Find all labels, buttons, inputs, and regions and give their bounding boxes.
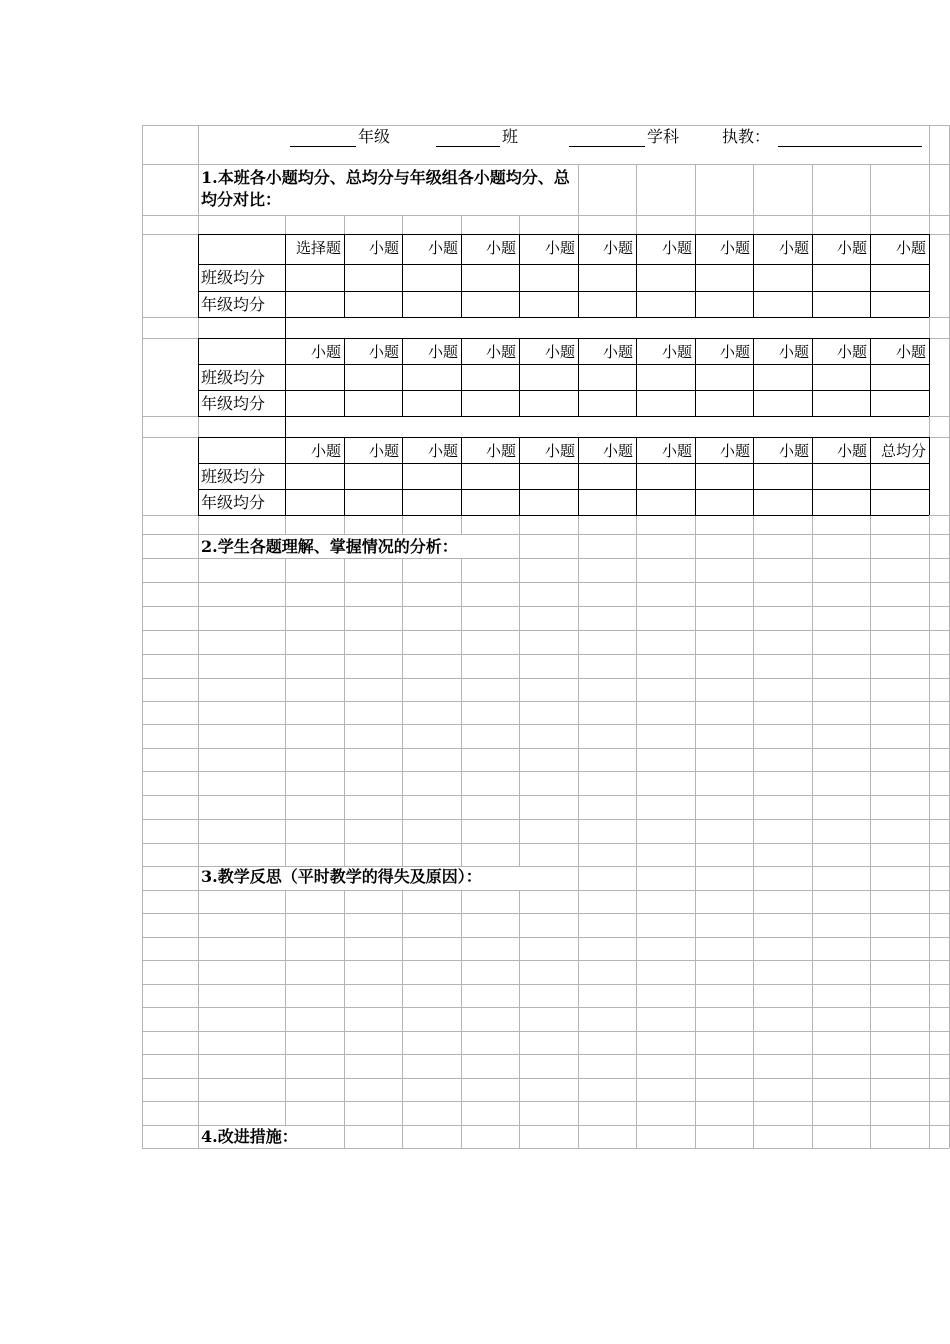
- score-input-cell[interactable]: [461, 364, 519, 390]
- score-input-cell[interactable]: [870, 463, 929, 489]
- score-input-cell[interactable]: [812, 264, 870, 291]
- class-average-label: 班级均分: [201, 467, 266, 486]
- score-input-cell[interactable]: [519, 463, 578, 489]
- score-input-cell[interactable]: [753, 390, 812, 416]
- table-header-cell: 小题: [661, 442, 692, 460]
- score-input-cell[interactable]: [344, 264, 402, 291]
- score-input-cell[interactable]: [812, 489, 870, 515]
- table-header-cell: 小题: [310, 442, 341, 460]
- table-gap-row: [199, 318, 929, 338]
- score-input-cell[interactable]: [695, 489, 753, 515]
- score-input-cell[interactable]: [519, 291, 578, 317]
- score-input-cell[interactable]: [870, 264, 929, 291]
- score-input-cell[interactable]: [285, 291, 344, 317]
- score-input-cell[interactable]: [402, 291, 461, 317]
- score-input-cell[interactable]: [636, 390, 695, 416]
- score-input-cell[interactable]: [344, 364, 402, 390]
- table-header-cell: 选择题: [295, 239, 341, 257]
- class-label: 班: [502, 127, 519, 146]
- score-input-cell[interactable]: [870, 291, 929, 317]
- score-input-cell[interactable]: [461, 489, 519, 515]
- score-input-cell[interactable]: [636, 463, 695, 489]
- score-input-cell[interactable]: [753, 489, 812, 515]
- table-header-cell: 小题: [485, 343, 516, 361]
- score-input-cell[interactable]: [285, 364, 344, 390]
- score-input-cell[interactable]: [578, 364, 636, 390]
- table-header-cell: 小题: [310, 343, 341, 361]
- table-header-cell: 小题: [836, 442, 867, 460]
- table-header-cell: 总均分: [880, 442, 926, 460]
- class-average-label: 班级均分: [201, 368, 266, 387]
- score-input-cell[interactable]: [636, 264, 695, 291]
- score-input-cell[interactable]: [461, 463, 519, 489]
- table-header-cell: 小题: [661, 239, 692, 257]
- table-header-cell: 小题: [719, 343, 750, 361]
- table-header-cell: 小题: [778, 442, 809, 460]
- table-gap-row: [199, 417, 929, 437]
- table-header-cell: 小题: [544, 442, 575, 460]
- section-1-title: 1.本班各小题均分、总均分与年级组各小题均分、总均分对比：: [201, 168, 570, 209]
- score-input-cell[interactable]: [461, 390, 519, 416]
- table-header-cell: 小题: [836, 239, 867, 257]
- table-header-cell: 小题: [719, 239, 750, 257]
- score-input-cell[interactable]: [461, 264, 519, 291]
- score-input-cell[interactable]: [519, 489, 578, 515]
- score-input-cell[interactable]: [695, 264, 753, 291]
- table-header-cell: 小题: [602, 239, 633, 257]
- subject-blank[interactable]: [569, 146, 645, 147]
- teacher-blank[interactable]: [778, 146, 922, 147]
- table-header-cell: 小题: [368, 343, 399, 361]
- grade-blank[interactable]: [290, 146, 356, 147]
- table-header-cell: 小题: [778, 239, 809, 257]
- score-input-cell[interactable]: [578, 390, 636, 416]
- score-input-cell[interactable]: [285, 390, 344, 416]
- score-input-cell[interactable]: [519, 390, 578, 416]
- score-input-cell[interactable]: [402, 463, 461, 489]
- table-header-cell: 小题: [368, 239, 399, 257]
- score-input-cell[interactable]: [344, 291, 402, 317]
- table-header-cell: 小题: [427, 239, 458, 257]
- score-input-cell[interactable]: [753, 364, 812, 390]
- class-average-label: 班级均分: [201, 268, 266, 287]
- score-input-cell[interactable]: [812, 291, 870, 317]
- table-header-cell: 小题: [544, 343, 575, 361]
- table-header-cell: 小题: [544, 239, 575, 257]
- score-input-cell[interactable]: [753, 463, 812, 489]
- score-input-cell[interactable]: [285, 489, 344, 515]
- score-input-cell[interactable]: [402, 364, 461, 390]
- score-input-cell[interactable]: [695, 291, 753, 317]
- score-input-cell[interactable]: [578, 291, 636, 317]
- grade-label: 年级: [358, 127, 391, 146]
- table-header-cell: 小题: [895, 343, 926, 361]
- score-input-cell[interactable]: [344, 489, 402, 515]
- score-input-cell[interactable]: [870, 390, 929, 416]
- score-input-cell[interactable]: [402, 489, 461, 515]
- score-input-cell[interactable]: [812, 364, 870, 390]
- table-header-cell: 小题: [427, 442, 458, 460]
- section-3-title: 3.教学反思（平时教学的得失及原因）：: [201, 867, 482, 886]
- score-input-cell[interactable]: [870, 364, 929, 390]
- score-input-cell[interactable]: [461, 291, 519, 317]
- score-input-cell[interactable]: [812, 463, 870, 489]
- section-2-title: 2.学生各题理解、掌握情况的分析：: [201, 537, 458, 556]
- grade-average-label: 年级均分: [201, 295, 266, 314]
- table-header-cell: 小题: [485, 239, 516, 257]
- table-header-cell: 小题: [602, 343, 633, 361]
- table-header-cell: 小题: [778, 343, 809, 361]
- score-input-cell[interactable]: [636, 291, 695, 317]
- class-blank[interactable]: [436, 146, 500, 147]
- score-input-cell[interactable]: [695, 463, 753, 489]
- score-input-cell[interactable]: [812, 390, 870, 416]
- teacher-label: 执教：: [722, 127, 771, 146]
- score-input-cell[interactable]: [344, 463, 402, 489]
- score-input-cell[interactable]: [402, 390, 461, 416]
- subject-label: 学科: [647, 127, 680, 146]
- table-header-cell: 小题: [485, 442, 516, 460]
- score-input-cell[interactable]: [519, 264, 578, 291]
- grade-average-label: 年级均分: [201, 394, 266, 413]
- table-header-cell: 小题: [895, 239, 926, 257]
- table-header-cell: 小题: [836, 343, 867, 361]
- table-header-cell: 小题: [427, 343, 458, 361]
- table-header-cell: 小题: [719, 442, 750, 460]
- score-input-cell[interactable]: [519, 364, 578, 390]
- score-input-cell[interactable]: [285, 463, 344, 489]
- table-header-cell: 小题: [661, 343, 692, 361]
- score-input-cell[interactable]: [402, 264, 461, 291]
- table-header-cell: 小题: [368, 442, 399, 460]
- score-input-cell[interactable]: [636, 364, 695, 390]
- score-input-cell[interactable]: [753, 291, 812, 317]
- score-input-cell[interactable]: [578, 463, 636, 489]
- grade-average-label: 年级均分: [201, 493, 266, 512]
- score-input-cell[interactable]: [870, 489, 929, 515]
- score-input-cell[interactable]: [636, 489, 695, 515]
- score-input-cell[interactable]: [753, 264, 812, 291]
- score-input-cell[interactable]: [344, 390, 402, 416]
- score-input-cell[interactable]: [695, 390, 753, 416]
- score-input-cell[interactable]: [578, 489, 636, 515]
- score-input-cell[interactable]: [695, 364, 753, 390]
- table-header-cell: 小题: [602, 442, 633, 460]
- section-4-title: 4.改进措施：: [201, 1127, 298, 1146]
- score-input-cell[interactable]: [285, 264, 344, 291]
- score-input-cell[interactable]: [578, 264, 636, 291]
